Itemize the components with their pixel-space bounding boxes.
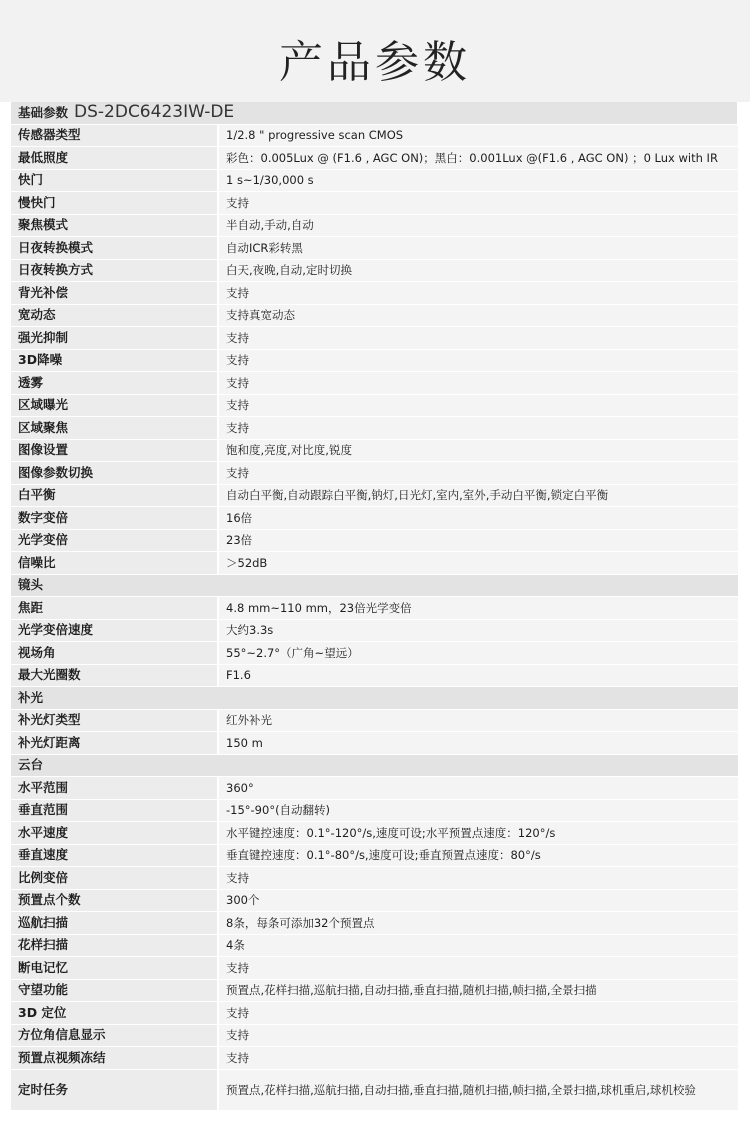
spec-key: 数字变倍: [11, 507, 218, 530]
spec-value: 彩色：0.005Lux @ (F1.6 , AGC ON)；黑白：0.001Lux @(F1.6 , AGC ON) ；0 Lux with IR: [218, 147, 738, 170]
spec-value: 支持: [218, 327, 738, 350]
spec-value: 支持: [218, 1047, 738, 1070]
spec-row: [11, 889, 738, 912]
spec-header-label: 基础参数: [18, 105, 69, 121]
spec-row: [11, 799, 738, 822]
spec-value: 23倍: [218, 529, 738, 552]
spec-value: 支持: [218, 1002, 738, 1025]
spec-key: 定时任务: [11, 1069, 218, 1110]
spec-row: [11, 439, 738, 462]
spec-row: [11, 192, 738, 215]
spec-key: 聚焦模式: [11, 214, 218, 237]
spec-key: 3D降噪: [11, 349, 218, 372]
section-row: [11, 574, 738, 597]
spec-row: [11, 214, 738, 237]
spec-key: 垂直范围: [11, 799, 218, 822]
spec-key: 比例变倍: [11, 867, 218, 890]
spec-key: 3D 定位: [11, 1002, 218, 1025]
spec-value: 自动白平衡,自动跟踪白平衡,钠灯,日光灯,室内,室外,手动白平衡,锁定白平衡: [218, 484, 738, 507]
spec-value: 支持: [218, 957, 738, 980]
spec-row: [11, 237, 738, 260]
spec-value: 360°: [218, 777, 738, 800]
spec-key: 宽动态: [11, 304, 218, 327]
spec-row: [11, 912, 738, 935]
spec-value: 大约3.3s: [218, 619, 738, 642]
spec-header-row: [11, 102, 738, 124]
spec-row: [11, 597, 738, 620]
spec-key: 光学变倍速度: [11, 619, 218, 642]
spec-value: 300个: [218, 889, 738, 912]
spec-row: [11, 259, 738, 282]
spec-value: 红外补光: [218, 709, 738, 732]
spec-key: 补光灯距离: [11, 732, 218, 755]
spec-value: 饱和度,亮度,对比度,锐度: [218, 439, 738, 462]
spec-row: [11, 642, 738, 665]
section-row: [11, 687, 738, 710]
spec-key: 区域聚焦: [11, 417, 218, 440]
spec-key: 区域曝光: [11, 394, 218, 417]
spec-row: [11, 147, 738, 170]
spec-value: 150 m: [218, 732, 738, 755]
spec-row: [11, 1069, 738, 1110]
spec-row: [11, 867, 738, 890]
spec-key: 守望功能: [11, 979, 218, 1002]
model-number: DS-2DC6423IW-DE: [74, 102, 235, 123]
spec-key: 图像设置: [11, 439, 218, 462]
spec-key: 背光补偿: [11, 282, 218, 305]
spec-key: 传感器类型: [11, 124, 218, 147]
spec-key: 方位角信息显示: [11, 1024, 218, 1047]
spec-value: 支持: [218, 192, 738, 215]
spec-value: 支持: [218, 1024, 738, 1047]
spec-key: 最大光圈数: [11, 664, 218, 687]
page-title: 产品参数: [279, 37, 471, 88]
spec-row: [11, 619, 738, 642]
spec-key: 信噪比: [11, 552, 218, 575]
spec-key: 花样扫描: [11, 934, 218, 957]
spec-value: 预置点,花样扫描,巡航扫描,自动扫描,垂直扫描,随机扫描,帧扫描,全景扫描,球机重启,球机校验: [218, 1069, 738, 1110]
spec-value: 8条，每条可添加32个预置点: [218, 912, 738, 935]
spec-key: 图像参数切换: [11, 462, 218, 485]
spec-row: [11, 124, 738, 147]
spec-value: 支持: [218, 282, 738, 305]
spec-row: [11, 664, 738, 687]
page-header: [0, 0, 750, 102]
spec-value: 水平键控速度：0.1°-120°/s,速度可设;水平预置点速度：120°/s: [218, 822, 738, 845]
spec-row: [11, 934, 738, 957]
spec-value: 4.8 mm~110 mm，23倍光学变倍: [218, 597, 738, 620]
spec-value: 支持: [218, 372, 738, 395]
spec-value: 预置点,花样扫描,巡航扫描,自动扫描,垂直扫描,随机扫描,帧扫描,全景扫描: [218, 979, 738, 1002]
spec-key: 日夜转换方式: [11, 259, 218, 282]
spec-key: 强光抑制: [11, 327, 218, 350]
spec-row: [11, 529, 738, 552]
section-title: 镜头: [11, 574, 738, 597]
spec-key: 预置点个数: [11, 889, 218, 912]
spec-row: [11, 777, 738, 800]
spec-row: [11, 1024, 738, 1047]
spec-value: 支持真宽动态: [218, 304, 738, 327]
spec-key: 日夜转换模式: [11, 237, 218, 260]
spec-value: 16倍: [218, 507, 738, 530]
spec-row: [11, 979, 738, 1002]
spec-row: [11, 732, 738, 755]
spec-key: 视场角: [11, 642, 218, 665]
spec-value: 支持: [218, 462, 738, 485]
section-title: 云台: [11, 754, 738, 777]
spec-row: [11, 304, 738, 327]
spec-value: 支持: [218, 349, 738, 372]
spec-value: 55°~2.7°（广角~望远）: [218, 642, 738, 665]
spec-key: 透雾: [11, 372, 218, 395]
spec-row: [11, 844, 738, 867]
spec-value: 白天,夜晚,自动,定时切换: [218, 259, 738, 282]
spec-value: F1.6: [218, 664, 738, 687]
spec-row: [11, 462, 738, 485]
spec-row: [11, 282, 738, 305]
section-title: 补光: [11, 687, 738, 710]
spec-key: 断电记忆: [11, 957, 218, 980]
spec-key: 预置点视频冻结: [11, 1047, 218, 1070]
spec-key: 水平范围: [11, 777, 218, 800]
spec-row: [11, 394, 738, 417]
spec-key: 最低照度: [11, 147, 218, 170]
spec-row: [11, 822, 738, 845]
spec-table: [11, 102, 739, 1111]
spec-value: ＞52dB: [218, 552, 738, 575]
spec-value: 垂直键控速度：0.1°-80°/s,速度可设;垂直预置点速度：80°/s: [218, 844, 738, 867]
spec-row: [11, 552, 738, 575]
spec-key: 水平速度: [11, 822, 218, 845]
spec-value: 1/2.8 " progressive scan CMOS: [218, 124, 738, 147]
spec-row: [11, 1002, 738, 1025]
spec-key: 光学变倍: [11, 529, 218, 552]
spec-header-cell: [11, 102, 738, 124]
spec-value: -15°-90°(自动翻转): [218, 799, 738, 822]
spec-row: [11, 372, 738, 395]
spec-key: 垂直速度: [11, 844, 218, 867]
section-row: [11, 754, 738, 777]
spec-row: [11, 417, 738, 440]
spec-key: 慢快门: [11, 192, 218, 215]
spec-key: 巡航扫描: [11, 912, 218, 935]
spec-key: 焦距: [11, 597, 218, 620]
spec-row: [11, 709, 738, 732]
spec-key: 快门: [11, 169, 218, 192]
spec-row: [11, 507, 738, 530]
spec-row: [11, 169, 738, 192]
spec-key: 补光灯类型: [11, 709, 218, 732]
spec-value: 4条: [218, 934, 738, 957]
spec-value: 支持: [218, 417, 738, 440]
spec-value: 自动ICR彩转黑: [218, 237, 738, 260]
spec-key: 白平衡: [11, 484, 218, 507]
spec-row: [11, 1047, 738, 1070]
spec-row: [11, 327, 738, 350]
spec-value: 支持: [218, 867, 738, 890]
spec-row: [11, 349, 738, 372]
spec-value: 1 s~1/30,000 s: [218, 169, 738, 192]
spec-value: 支持: [218, 394, 738, 417]
spec-value: 半自动,手动,自动: [218, 214, 738, 237]
spec-row: [11, 484, 738, 507]
spec-row: [11, 957, 738, 980]
